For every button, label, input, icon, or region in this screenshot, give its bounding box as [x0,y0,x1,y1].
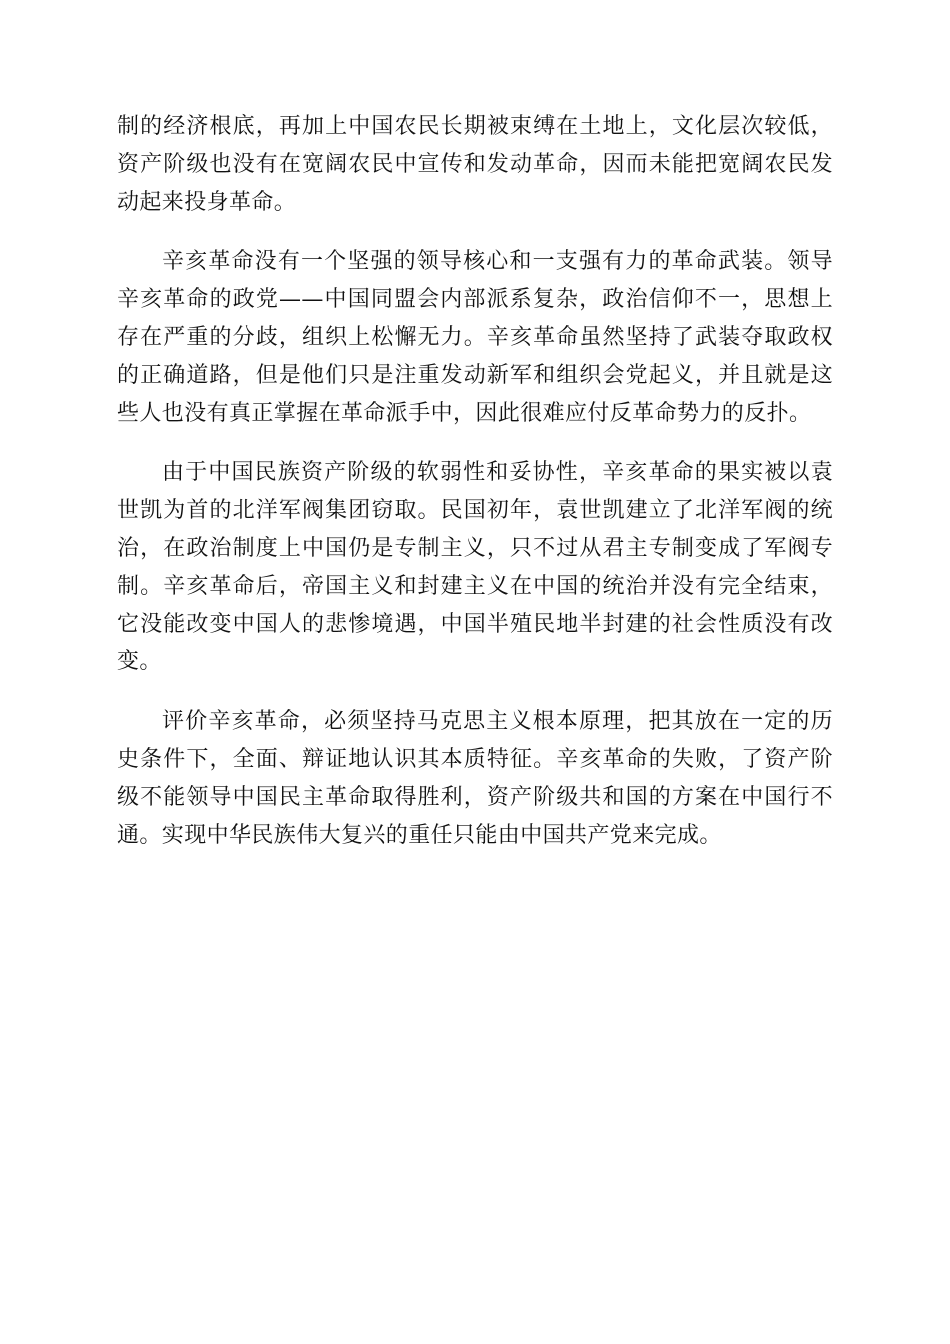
document-body [117,108,833,854]
paragraph-yuan-shikai: 由于中国民族资产阶级的软弱性和妥协性，辛亥革命的果实被以袁世凯为首的北洋军阀集团窃取。民国初年，袁世凯建立了北洋军阀的统治，在政治制度上中国仍是专制主义，只不过从君主专制变成了军阀专制。辛亥革命后，帝国主义和封建主义在中国的统治并没有完全结束，它没能改变中国人的悲惨境遇，中国半殖民地半封建的社会性质没有改变。 [117,460,833,675]
paragraph-evaluation: 评价辛亥革命，必须坚持马克思主义根本原理，把其放在一定的历史条件下，全面、辩证地认识其本质特征。辛亥革命的失败，了资产阶级不能领导中国民主革命取得胜利，资产阶级共和国的方案在中国行不通。实现中华民族伟大复兴的重任只能由中国共产党来完成。 [117,709,833,848]
paragraph-continuation: 制的经济根底，再加上中国农民长期被束缚在土地上，文化层次较低，资产阶级也没有在宽阔农民中宣传和发动革命，因而未能把宽阔农民发动起来投身革命。 [117,114,833,215]
paragraph-leadership-core: 辛亥革命没有一个坚强的领导核心和一支强有力的革命武装。领导辛亥革命的政党——中国同盟会内部派系复杂，政治信仰不一，思想上存在严重的分歧，组织上松懈无力。辛亥革命虽然坚持了武装夺取政权的正确道路，但是他们只是注重发动新军和组织会党起义，并且就是这些人也没有真正掌握在革命派手中，因此很难应付反革命势力的反扑。 [117,249,833,426]
